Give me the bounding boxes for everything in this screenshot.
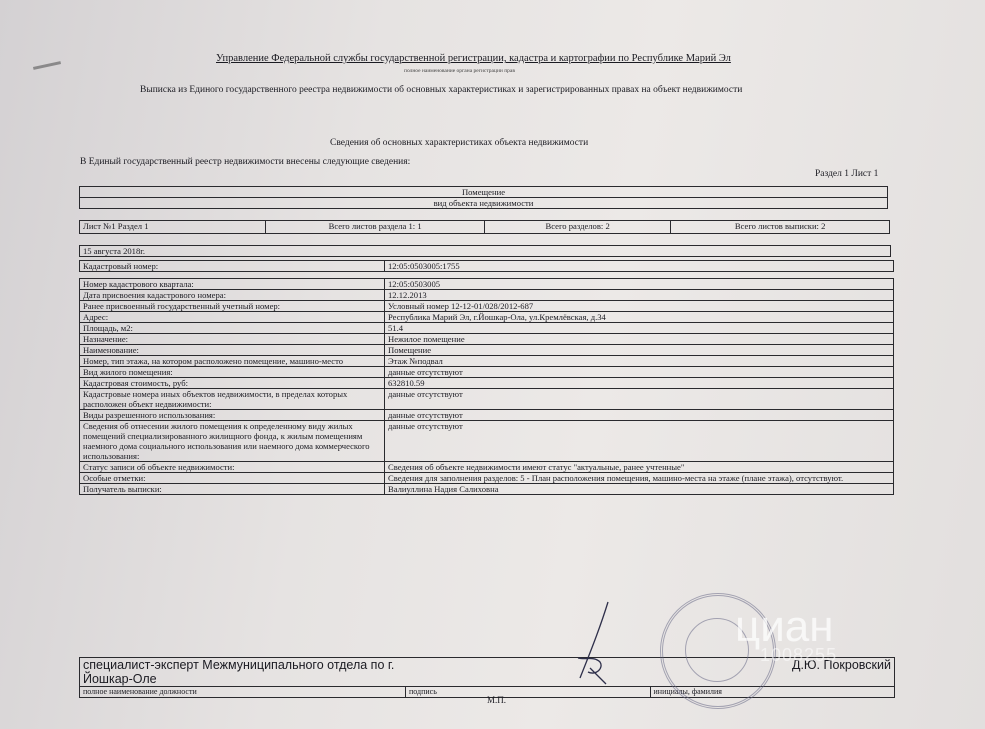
row-value: 12.12.2013 xyxy=(385,290,894,301)
agency-name: Управление Федеральной службы государственной регистрации, кадастра и картографии по Республике Марий Эл xyxy=(216,53,731,64)
object-type-caption: вид объекта недвижимости xyxy=(80,198,888,209)
row-label: Дата присвоения кадастрового номера: xyxy=(80,290,385,301)
row-value: данные отсутствуют xyxy=(385,421,894,462)
sheet-section: Лист №1 Раздел 1 xyxy=(80,221,266,234)
row-label: Ранее присвоенный государственный учетный номер: xyxy=(80,301,385,312)
table-row xyxy=(80,367,894,378)
row-value: 12:05:0503005:1755 xyxy=(385,261,894,272)
table-row xyxy=(80,345,894,356)
row-value: Валиуллина Надия Салиховна xyxy=(385,484,894,495)
row-label: Адрес: xyxy=(80,312,385,323)
row-label: Номер, тип этажа, на котором расположено помещение, машино-место xyxy=(80,356,385,367)
table-row xyxy=(80,473,894,484)
row-label: Кадастровый номер: xyxy=(80,261,385,272)
row-value: 632810.59 xyxy=(385,378,894,389)
intro-text: В Единый государственный реестр недвижимости внесены следующие сведения: xyxy=(80,157,411,167)
table-row xyxy=(80,462,894,473)
row-label: Назначение: xyxy=(80,334,385,345)
row-label: Наименование: xyxy=(80,345,385,356)
table-row xyxy=(80,389,894,410)
extract-title: Выписка из Единого государственного реестра недвижимости об основных характеристиках и зарегистрированных правах на объект недвижимости xyxy=(140,85,743,95)
extract-date: 15 августа 2018г. xyxy=(80,246,891,257)
row-value: Этаж №подвал xyxy=(385,356,894,367)
property-details-table xyxy=(79,260,894,495)
object-type: Помещение xyxy=(80,187,888,198)
watermark-id: 1008255 xyxy=(760,645,838,665)
table-row xyxy=(80,410,894,421)
row-label: Номер кадастрового квартала: xyxy=(80,279,385,290)
section-sheet-label: Раздел 1 Лист 1 xyxy=(815,169,879,179)
row-divider xyxy=(80,272,894,279)
row-label: Виды разрешенного использования: xyxy=(80,410,385,421)
table-row xyxy=(80,279,894,290)
row-value: 51.4 xyxy=(385,323,894,334)
name-caption: инициалы, фамилия xyxy=(650,687,895,698)
position-caption: полное наименование должности xyxy=(80,687,406,698)
sign-caption: подпись xyxy=(406,687,651,698)
row-value: Нежилое помещение xyxy=(385,334,894,345)
table-row xyxy=(80,301,894,312)
row-value: Помещение xyxy=(385,345,894,356)
row-value: Сведения об объекте недвижимости имеют статус "актуальные, ранее учтенные" xyxy=(385,462,894,473)
sections-total: Всего разделов: 2 xyxy=(484,221,670,234)
row-value: данные отсутствуют xyxy=(385,410,894,421)
row-label: Получатель выписки: xyxy=(80,484,385,495)
table-row xyxy=(80,323,894,334)
official-position: специалист-эксперт Межмуниципального отдела по г. Йошкар-Оле xyxy=(80,658,406,687)
row-value: Республика Марий Эл, г.Йошкар-Ола, ул.Кремлёвская, д.34 xyxy=(385,312,894,323)
extract-sheets: Всего листов выписки: 2 xyxy=(671,221,890,234)
row-label: Сведения об отнесении жилого помещения к определенному виду жилых помещений специализированного жилищного фонда, к жилым помещениям наемного дома социального использования или наемного дома коммерческого использования: xyxy=(80,421,385,462)
handwritten-signature xyxy=(560,598,630,688)
section-title: Сведения об основных характеристиках объекта недвижимости xyxy=(330,138,589,148)
row-label: Статус записи об объекте недвижимости: xyxy=(80,462,385,473)
official-name: Д.Ю. Покровский xyxy=(650,658,895,687)
table-row xyxy=(80,421,894,462)
table-row xyxy=(80,378,894,389)
row-label: Вид жилого помещения: xyxy=(80,367,385,378)
row-value: Условный номер 12-12-01/028/2012-687 xyxy=(385,301,894,312)
row-value: данные отсутствуют xyxy=(385,389,894,410)
row-label: Кадастровые номера иных объектов недвижимости, в пределах которых расположен объект недвижимости: xyxy=(80,389,385,410)
sheet-meta-table xyxy=(79,220,890,234)
table-row xyxy=(80,356,894,367)
object-type-table xyxy=(79,186,888,209)
row-label: Кадастровая стоимость, руб: xyxy=(80,378,385,389)
row-value: 12:05:0503005 xyxy=(385,279,894,290)
row-label: Площадь, м2: xyxy=(80,323,385,334)
row-label: Особые отметки: xyxy=(80,473,385,484)
stamp-place-label: М.П. xyxy=(487,695,507,705)
agency-caption: полное наименование органа регистрации прав xyxy=(404,68,515,74)
table-row xyxy=(80,290,894,301)
watermark-logo: циан xyxy=(735,602,834,651)
table-row xyxy=(80,261,894,272)
date-table xyxy=(79,245,891,257)
table-row xyxy=(80,312,894,323)
table-row xyxy=(80,484,894,495)
sheets-total: Всего листов раздела 1: 1 xyxy=(266,221,485,234)
row-value: Сведения для заполнения разделов: 5 - План расположения помещения, машино-места на этаже (плане этажа), отсутствуют. xyxy=(385,473,894,484)
row-value: данные отсутствуют xyxy=(385,367,894,378)
table-row xyxy=(80,334,894,345)
